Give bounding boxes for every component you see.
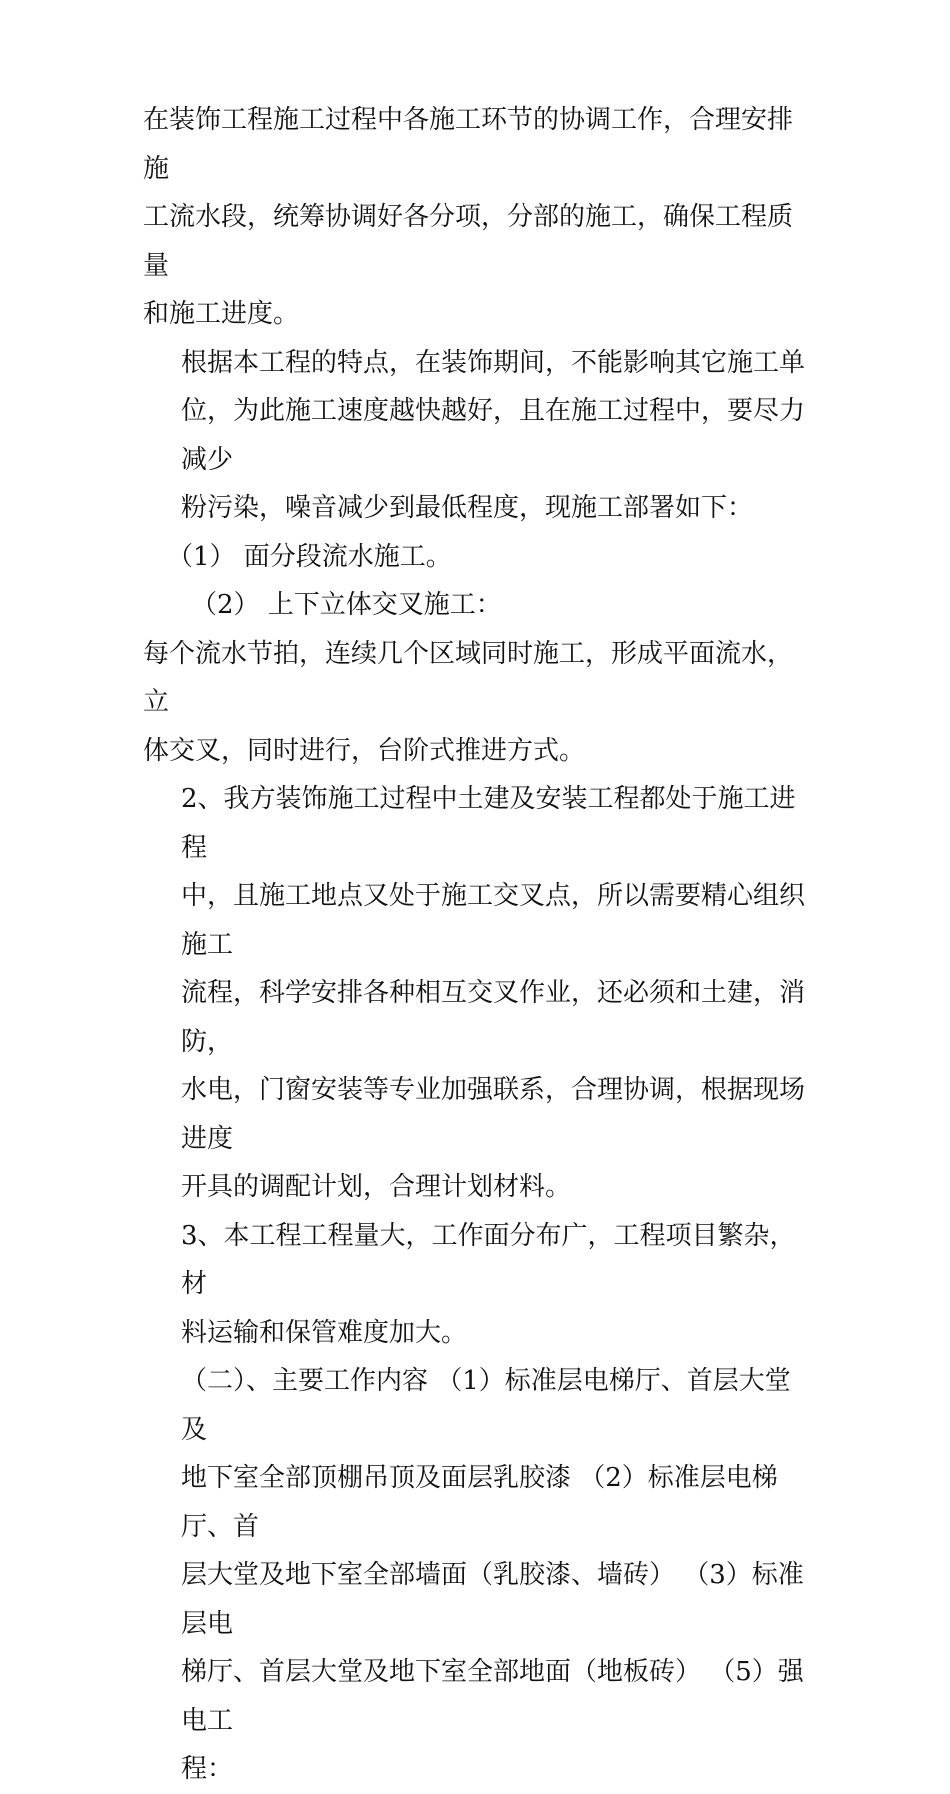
paragraph-flow-beat: 每个流水节拍，连续几个区域同时施工，形成平面流水，立 体交叉，同时进行，台阶式推进方式。 bbox=[143, 638, 794, 766]
list-item-1: （1） 面分段流水施工。 bbox=[167, 541, 452, 572]
list-item-2: （2） 上下立体交叉施工： bbox=[191, 590, 502, 620]
paragraph-main-work: （二）、主要工作内容 （1）标准层电梯厅、首层大堂及 地下室全部顶棚吊顶及面层乳胶漆 （2）标准层电梯厅、首 层大堂及地下室全部墙面（乳胶漆、墙砖） （3）标准层电 梯厅、首层大堂及地下室全部地面（地板砖） （5）强电工 程： bbox=[181, 1366, 804, 1784]
paragraph-point-3: 3、本工程工程量大，工作面分布广，工程项目繁杂，材 料运输和保管难度加大。 bbox=[181, 1220, 796, 1348]
document-body bbox=[143, 96, 813, 1794]
paragraph-point-2: 2、我方装饰施工过程中土建及安装工程都处于施工进程 中，且施工地点又处于施工交叉点，所以需要精心组织施工 流程，科学安排各种相互交叉作业，还必须和土建，消防， 水电，门窗安装等专业加强联系，合理协调，根据现场进度 开具的调配计划，合理计划材料。 bbox=[181, 784, 806, 1202]
paragraph-coordination: 在装饰工程施工过程中各施工环节的协调工作，合理安排施 工流水段，统筹协调好各分项，分部的施工，确保工程质量 和施工进度。 bbox=[143, 105, 794, 329]
paragraph-deployment-intro: 根据本工程的特点，在装饰期间，不能影响其它施工单 位，为此施工速度越快越好，且在施工过程中，要尽力减少 粉污染，噪音减少到最低程度，现施工部署如下： bbox=[181, 347, 806, 523]
